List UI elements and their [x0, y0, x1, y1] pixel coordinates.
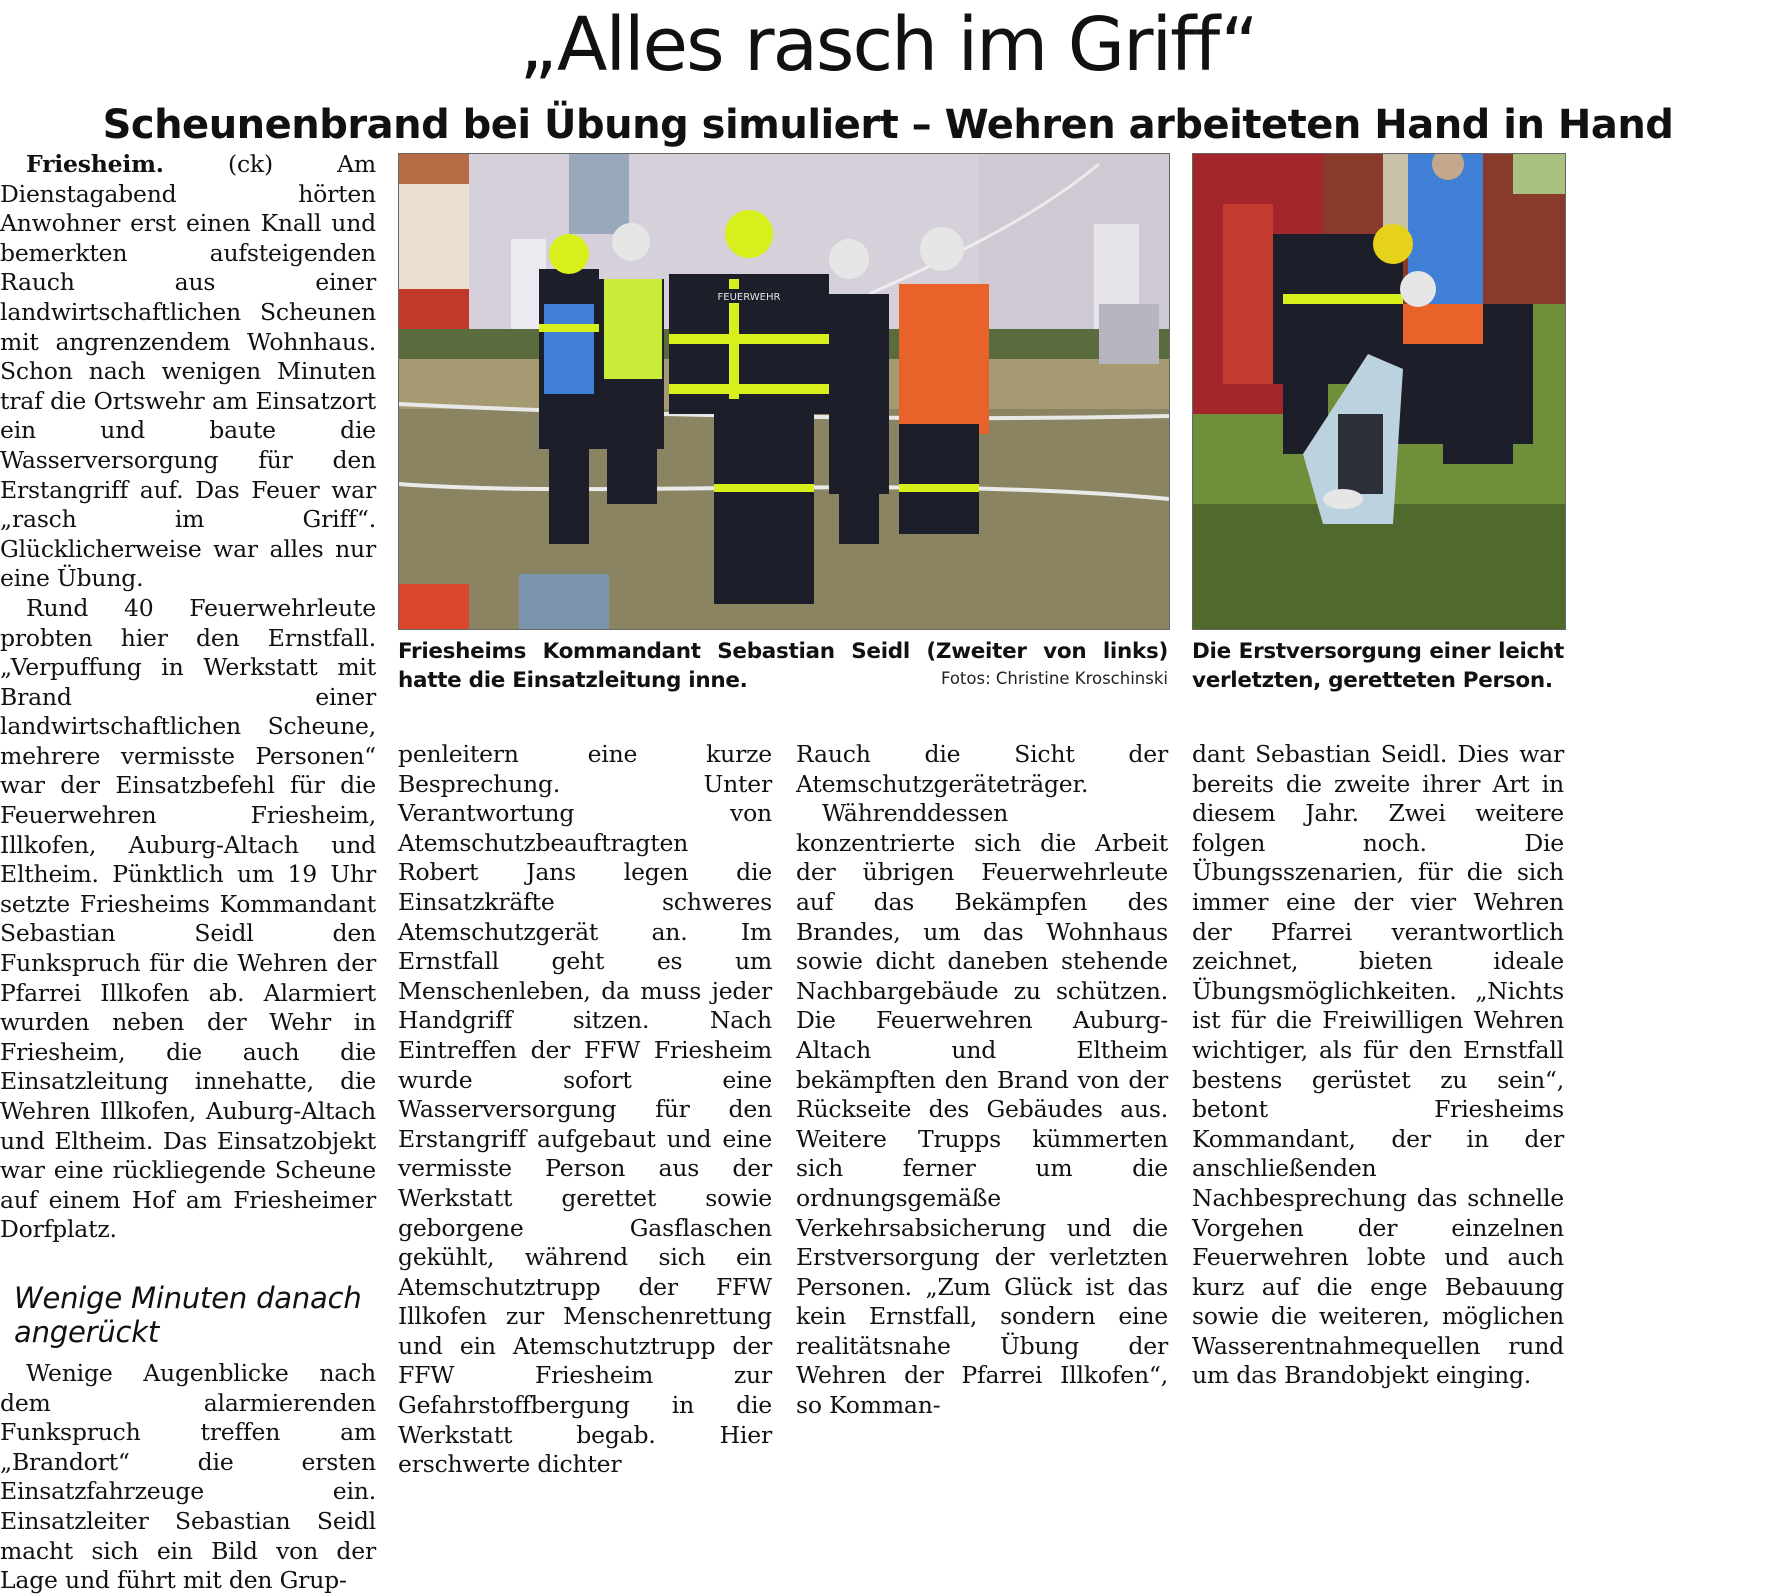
firefighters-photo: [399, 154, 1169, 629]
jacket-lettering: FEUERWEHR: [717, 292, 781, 303]
side-photo-caption: Die Erstversorgung einer leicht verletzten, geretteten Person.: [1192, 639, 1564, 693]
subheadline: Scheunenbrand bei Übung simuliert – Wehren arbeiteten Hand in Hand: [102, 102, 1674, 148]
paragraph-1-text: (ck) Am Dienstagabend hörten Anwohner erst einen Knall und bemerkten aufsteigenden Rauch aus einer landwirtschaftlichen Scheunen mit angrenzendem Wohnhaus. Schon nach wenigen Minuten traf die Ortswehr am Einsatzort ein und baute die Wasserversorgung für den Erstangriff auf. Das Feuer war „rasch im Griff“. Glücklicherweise war alles nur eine Übung.: [0, 150, 376, 593]
dateline: Friesheim.: [26, 150, 164, 178]
paragraph-1: [0, 150, 376, 594]
paragraph-3: Wenige Augenblicke nach dem alarmierenden Funkspruch treffen am „Brandort“ die ersten Einsatzfahrzeuge ein. Einsatzleiter Sebastian Seidl macht sich ein Bild von der Lage und führt mit den Grup-: [0, 1358, 376, 1595]
first-aid-photo: [1193, 154, 1565, 629]
photo-credit: Fotos: Christine Kroschinski: [940, 669, 1168, 688]
paragraph-6: Währenddessen konzentrierte sich die Arbeit der übrigen Feuerwehrleute auf das Bekämpfen des Brandes, um das Wohnhaus sowie dicht daneben stehende Nachbargebäude zu schützen. Die Feuerwehren Auburg-Altach und Eltheim bekämpften den Brand von der Rückseite des Gebäudes aus. Weitere Trupps kümmerten sich ferner um die ordnungsgemäße Verkehrsabsicherung und die Erstversorgung der verletzten Personen. „Zum Glück ist das kein Ernstfall, sondern eine realitätsnahe Übung der Wehren der Pfarrei Illkofen“, so Komman-: [796, 799, 1168, 1420]
paragraph-2: Rund 40 Feuerwehrleute probten hier den Ernstfall. „Verpuffung in Werkstatt mit Brand einer landwirtschaftlichen Scheune, mehrere vermisste Personen“ war der Einsatzbefehl für die Feuerwehren Friesheim, Illkofen, Auburg-Altach und Eltheim. Pünktlich um 19 Uhr setzte Friesheims Kommandant Sebastian Seidl den Funkspruch für die Wehren der Pfarrei Illkofen ab. Alarmiert wurden neben der Wehr in Friesheim, die auch die Einsatzleitung innehatte, die Wehren Illkofen, Auburg-Altach und Eltheim. Das Einsatzobjekt war eine rückliegende Scheune auf einem Hof am Friesheimer Dorfplatz.: [0, 593, 376, 1244]
article-column-4: [1192, 740, 1564, 1391]
paragraph-4: penleitern eine kurze Besprechung. Unter Verantwortung von Atemschutzbeauftragten Robert Jans legen die Einsatzkräfte schweres Atemschutzgerät an. Im Ernstfall geht es um Menschenleben, da muss jeder Handgriff sitzen. Nach Eintreffen der FFW Friesheim wurde sofort eine Wasserversorgung für den Erstangriff aufgebaut und eine vermisste Person aus der Werkstatt gerettet sowie geborgene Gasflaschen gekühlt, während sich ein Atemschutztrupp der FFW Illkofen zur Menschenrettung und ein Atemschutztrupp der FFW Friesheim zur Gefahrstoffbergung in die Werkstatt begab. Hier erschwerte dichter: [398, 740, 772, 1479]
main-photo: [398, 153, 1170, 630]
article-column-1: [0, 150, 376, 1596]
side-photo: [1192, 153, 1566, 630]
article-column-2: [398, 740, 772, 1480]
crosshead: Wenige Minuten danach angerückt: [14, 1280, 362, 1349]
paragraph-5: Rauch die Sicht der Atemschutzgeräteträger.: [796, 740, 1168, 798]
main-photo-caption: Friesheims Kommandant Sebastian Seidl (Zweiter von links) hatte die Einsatzleitung inne.: [398, 639, 1168, 693]
headline: „Alles rasch im Griff“: [519, 2, 1257, 88]
article-column-3: [796, 740, 1168, 1421]
paragraph-7: dant Sebastian Seidl. Dies war bereits die zweite ihrer Art in diesem Jahr. Zwei weitere folgen noch. Die Übungsszenarien, für die sich immer eine der vier Wehren der Pfarrei verantwortlich zeichnet, bieten ideale Übungsmöglichkeiten. „Nichts ist für die Freiwilligen Wehren wichtiger, als für den Ernstfall bestens gerüstet zu sein“, betont Friesheims Kommandant, der in der anschließenden Nachbesprechung das schnelle Vorgehen der einzelnen Feuerwehren lobte und auch kurz auf die enge Bebauung sowie die weiteren, möglichen Wasserentnahmequellen rund um das Brandobjekt einging.: [1192, 740, 1564, 1390]
